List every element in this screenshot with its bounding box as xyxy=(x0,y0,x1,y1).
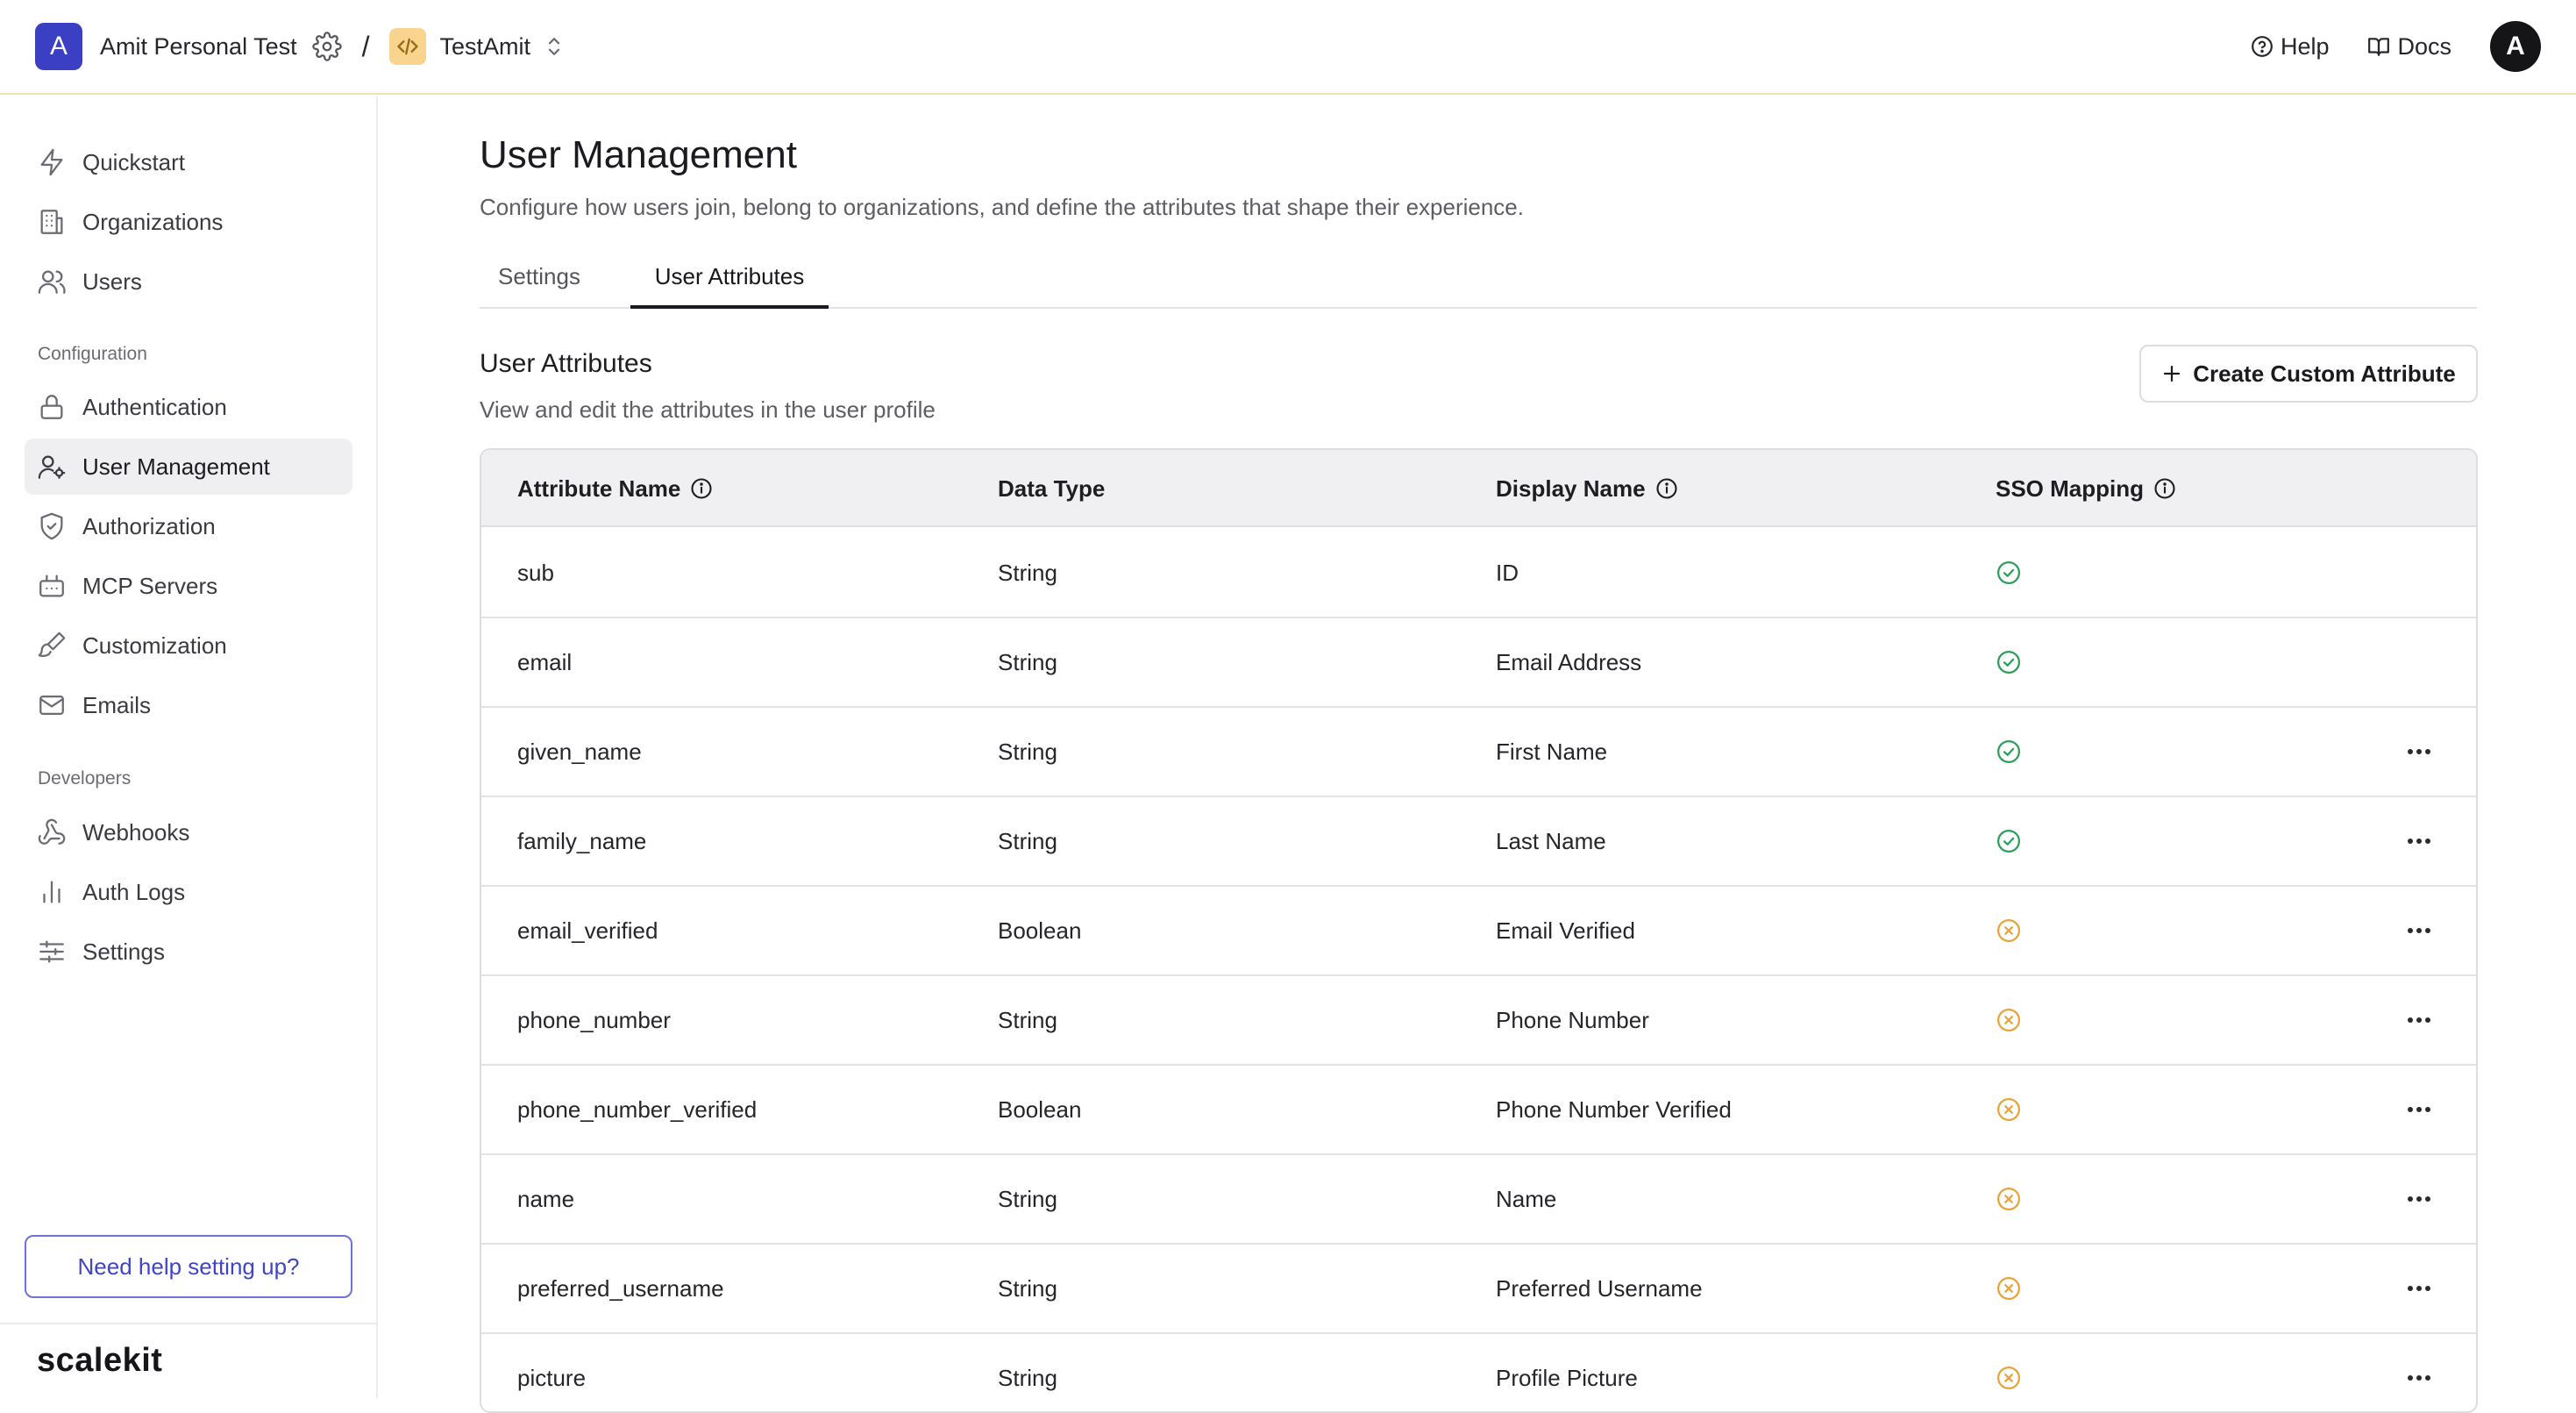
sidebar-item-label: Auth Logs xyxy=(82,878,186,905)
display-name-cell: Email Address xyxy=(1496,648,1642,675)
webhook-icon xyxy=(37,817,67,847)
chevron-up-down-icon[interactable] xyxy=(543,32,566,61)
more-options-icon[interactable] xyxy=(2402,738,2437,766)
section-subtitle: View and edit the attributes in the user profile xyxy=(480,396,936,423)
sidebar-item-label: User Management xyxy=(82,453,270,480)
docs-link[interactable] xyxy=(2367,33,2451,61)
attribute-name-cell: picture xyxy=(517,1364,587,1391)
tab-label: User Attributes xyxy=(654,263,805,289)
attribute-name-cell: phone_number xyxy=(517,1006,671,1033)
breadcrumb-separator: / xyxy=(361,30,370,62)
sidebar-item-label: Webhooks xyxy=(82,818,190,846)
shield-check-icon xyxy=(37,511,67,541)
more-options-icon[interactable] xyxy=(2402,1364,2437,1392)
table-row[interactable] xyxy=(481,708,2476,797)
top-bar xyxy=(0,0,2576,95)
sidebar-item-label: Customization xyxy=(82,632,227,659)
page-title: User Management xyxy=(480,133,797,176)
create-custom-attribute-button[interactable] xyxy=(2139,345,2478,403)
more-options-icon[interactable] xyxy=(2402,1095,2437,1124)
help-label: Help xyxy=(2280,32,2330,60)
attributes-table xyxy=(480,448,2478,1413)
lock-icon xyxy=(37,392,67,422)
attribute-name-cell: preferred_username xyxy=(517,1274,724,1302)
display-name-cell: Name xyxy=(1496,1185,1557,1212)
sidebar-item-quickstart[interactable] xyxy=(25,134,352,190)
table-row[interactable] xyxy=(481,1245,2476,1334)
x-circle-icon xyxy=(1996,1334,2022,1413)
display-name-cell: Profile Picture xyxy=(1496,1364,1638,1391)
sidebar-item-authorization[interactable] xyxy=(25,498,352,554)
section-heading-configuration: Configuration xyxy=(38,344,147,364)
table-row[interactable] xyxy=(481,976,2476,1066)
check-circle-icon xyxy=(1996,529,2022,617)
users-icon xyxy=(37,267,67,296)
x-circle-icon xyxy=(1996,887,2022,974)
display-name-cell: ID xyxy=(1496,559,1519,586)
plus-icon xyxy=(2161,363,2182,384)
attribute-name-cell: sub xyxy=(517,559,554,586)
column-header-label: Data Type xyxy=(998,475,1106,502)
data-type-cell: String xyxy=(998,827,1057,854)
more-options-icon[interactable] xyxy=(2402,1185,2437,1213)
tab-bar xyxy=(480,253,2477,309)
display-name-cell: First Name xyxy=(1496,738,1608,765)
sidebar-item-settings[interactable] xyxy=(25,924,352,980)
attribute-name-cell: phone_number_verified xyxy=(517,1095,758,1123)
column-header-label: SSO Mapping xyxy=(1996,475,2144,502)
data-type-cell: String xyxy=(998,1364,1057,1391)
sidebar-item-label: Settings xyxy=(82,938,165,965)
table-row[interactable] xyxy=(481,1155,2476,1245)
x-circle-icon xyxy=(1996,1066,2022,1153)
table-row[interactable] xyxy=(481,1334,2476,1413)
display-name-cell: Last Name xyxy=(1496,827,1606,854)
scalekit-logo[interactable]: scalekit xyxy=(37,1342,163,1379)
lightning-icon xyxy=(37,147,67,177)
attribute-name-cell: family_name xyxy=(517,827,647,854)
sidebar-item-label: Quickstart xyxy=(82,148,186,175)
x-circle-icon xyxy=(1996,1245,2022,1332)
create-button-label: Create Custom Attribute xyxy=(2193,360,2456,387)
building-icon xyxy=(37,207,67,237)
column-header-sso-mapping xyxy=(1996,450,2177,527)
sidebar-item-authentication[interactable] xyxy=(25,379,352,435)
attribute-name-cell: email_verified xyxy=(517,917,658,944)
more-options-icon[interactable] xyxy=(2402,827,2437,855)
code-icon[interactable] xyxy=(389,28,426,65)
table-row[interactable] xyxy=(481,797,2476,887)
workspace-avatar[interactable]: A xyxy=(35,23,82,70)
attribute-name-cell: name xyxy=(517,1185,575,1212)
display-name-cell: Email Verified xyxy=(1496,917,1635,944)
table-row[interactable] xyxy=(481,887,2476,976)
display-name-cell: Phone Number xyxy=(1496,1006,1649,1033)
column-header-display-name xyxy=(1496,450,1679,527)
check-circle-icon xyxy=(1996,618,2022,706)
data-type-cell: String xyxy=(998,648,1057,675)
data-type-cell: String xyxy=(998,738,1057,765)
workspace-name[interactable]: Amit Personal Test xyxy=(100,32,297,60)
sidebar-item-webhooks[interactable] xyxy=(25,804,352,860)
bar-chart-icon xyxy=(37,877,67,907)
more-options-icon[interactable] xyxy=(2402,1274,2437,1302)
attribute-name-cell: given_name xyxy=(517,738,642,765)
more-options-icon[interactable] xyxy=(2402,917,2437,945)
data-type-cell: String xyxy=(998,559,1057,586)
sliders-icon xyxy=(37,937,67,967)
data-type-cell: String xyxy=(998,1185,1057,1212)
sidebar-item-label: Emails xyxy=(82,691,152,718)
data-type-cell: String xyxy=(998,1274,1057,1302)
paint-brush-icon xyxy=(37,631,67,660)
sidebar-item-label: Organizations xyxy=(82,208,224,235)
info-icon[interactable] xyxy=(689,476,714,501)
sidebar-item-user-management[interactable] xyxy=(25,439,352,495)
data-type-cell: String xyxy=(998,1006,1057,1033)
sidebar-item-customization[interactable] xyxy=(25,617,352,674)
environment-name[interactable]: TestAmit xyxy=(439,32,531,60)
info-icon[interactable] xyxy=(1654,476,1679,501)
sidebar-item-emails[interactable] xyxy=(25,677,352,733)
mail-icon xyxy=(37,690,67,720)
docs-label: Docs xyxy=(2397,32,2451,60)
sidebar-item-label: Authentication xyxy=(82,393,227,420)
more-options-icon[interactable] xyxy=(2402,1006,2437,1034)
sidebar-item-users[interactable] xyxy=(25,253,352,310)
check-circle-icon xyxy=(1996,708,2022,796)
sidebar-item-mcp-servers[interactable] xyxy=(25,558,352,614)
tab-settings[interactable] xyxy=(498,253,591,309)
help-circle-icon xyxy=(2251,35,2274,58)
check-circle-icon xyxy=(1996,797,2022,885)
table-header xyxy=(481,450,2476,527)
column-header-label: Display Name xyxy=(1496,475,1646,502)
x-circle-icon xyxy=(1996,976,2022,1064)
need-help-button[interactable]: Need help setting up? xyxy=(25,1235,352,1298)
data-type-cell: Boolean xyxy=(998,917,1082,944)
help-link[interactable] xyxy=(2251,33,2330,61)
server-icon xyxy=(37,571,67,601)
display-name-cell: Preferred Username xyxy=(1496,1274,1703,1302)
attribute-name-cell: email xyxy=(517,648,573,675)
x-circle-icon xyxy=(1996,1155,2022,1243)
tab-label: Settings xyxy=(498,263,580,289)
sidebar-item-label: Users xyxy=(82,268,142,295)
table-row[interactable] xyxy=(481,1066,2476,1155)
user-settings-icon xyxy=(37,452,67,482)
page-subtitle: Configure how users join, belong to organizations, and define the attributes that shape their experience. xyxy=(480,194,1524,220)
sidebar-divider xyxy=(0,1323,378,1324)
top-right-actions xyxy=(2212,21,2541,72)
column-header-attribute-name xyxy=(517,450,714,527)
user-avatar[interactable]: A xyxy=(2490,21,2541,72)
tab-user-attributes[interactable] xyxy=(630,253,829,309)
sidebar-item-label: Authorization xyxy=(82,512,216,539)
sidebar-item-label: MCP Servers xyxy=(82,572,218,599)
sidebar xyxy=(0,96,378,1398)
column-header-data-type xyxy=(998,450,1105,527)
table-row[interactable] xyxy=(481,618,2476,708)
sidebar-item-organizations[interactable] xyxy=(25,194,352,250)
sidebar-item-auth-logs[interactable] xyxy=(25,864,352,920)
section-heading-developers: Developers xyxy=(38,768,132,789)
display-name-cell: Phone Number Verified xyxy=(1496,1095,1732,1123)
book-open-icon xyxy=(2367,35,2390,58)
info-icon[interactable] xyxy=(2153,476,2177,501)
gear-icon[interactable] xyxy=(310,29,345,64)
section-title: User Attributes xyxy=(480,349,652,378)
data-type-cell: Boolean xyxy=(998,1095,1082,1123)
table-row[interactable] xyxy=(481,529,2476,618)
column-header-label: Attribute Name xyxy=(517,475,681,502)
